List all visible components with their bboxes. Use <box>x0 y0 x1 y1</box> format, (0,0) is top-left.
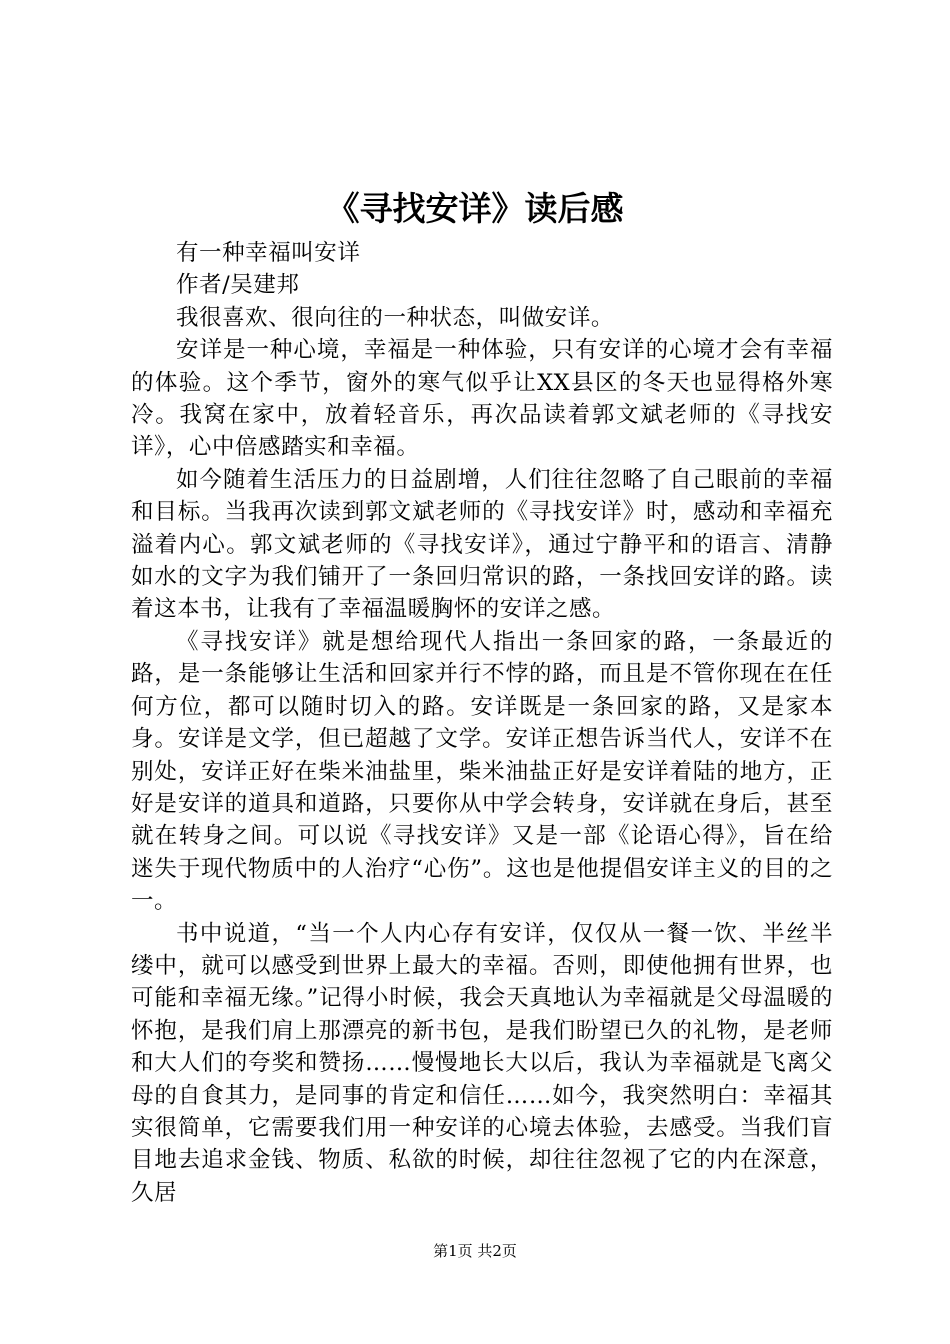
document-body <box>131 237 833 1209</box>
paragraph-subtitle: 有一种幸福叫安详 <box>176 240 361 266</box>
paragraph: 如今随着生活压力的日益剧增，人们往往忽略了自己眼前的幸福和目标。当我再次读到郭文斌老师的《寻找安详》时，感动和幸福充溢着内心。郭文斌老师的《寻找安详》，通过宁静平和的语言、清静如水的文字为我们铺开了一条回归常识的路，一条找回安详的路。读着这本书，让我有了幸福温暖胸怀的安详之感。 <box>131 466 833 623</box>
page-footer: 第1页 共2页 <box>433 1242 517 1260</box>
paragraph: 书中说道，“当一个人内心存有安详，仅仅从一餐一饮、半丝半缕中，就可以感受到世界上最大的幸福。否则，即使他拥有世界，也可能和幸福无缘。”记得小时候，我会天真地认为幸福就是父母温暖的怀抱，是我们肩上那漂亮的新书包，是我们盼望已久的礼物，是老师和大人们的夸奖和赞扬……慢慢地长大以后，我认为幸福就是飞离父母的自食其力，是同事的肯定和信任……如今，我突然明白：幸福其实很简单，它需要我们用一种安详的心境去体验，去感受。当我们盲目地去追求金钱、物质、私欲的时候，却往往忽视了它的内在深意，久居 <box>131 920 833 1206</box>
paragraph: 我很喜欢、很向往的一种状态，叫做安详。 <box>176 304 614 331</box>
paragraph: 安详是一种心境，幸福是一种体验，只有安详的心境才会有幸福的体验。这个季节，窗外的寒气似乎让XX县区的冬天也显得格外寒冷。我窝在家中，放着轻音乐，再次品读着郭文斌老师的《寻找安详》，心中倍感踏实和幸福。 <box>131 337 833 461</box>
paragraph: 《寻找安详》就是想给现代人指出一条回家的路，一条最近的路，是一条能够让生活和回家并行不悖的路，而且是不管你现在在任何方位，都可以随时切入的路。安详既是一条回家的路，又是家本身。安详是文学，但已超越了文学。安详正想告诉当代人，安详不在别处，安详正好在柴米油盐里，柴米油盐正好是安详着陆的地方，正好是安详的道具和道路，只要你从中学会转身，安详就在身后，甚至就在转身之间。可以说《寻找安详》又是一部《论语心得》，旨在给迷失于现代物质中的人治疗“心伤”。这也是他提倡安详主义的目的之一。 <box>131 628 833 915</box>
paragraph-author: 作者/吴建邦 <box>176 272 300 299</box>
document-title: 《寻找安详》读后感 <box>326 189 624 228</box>
